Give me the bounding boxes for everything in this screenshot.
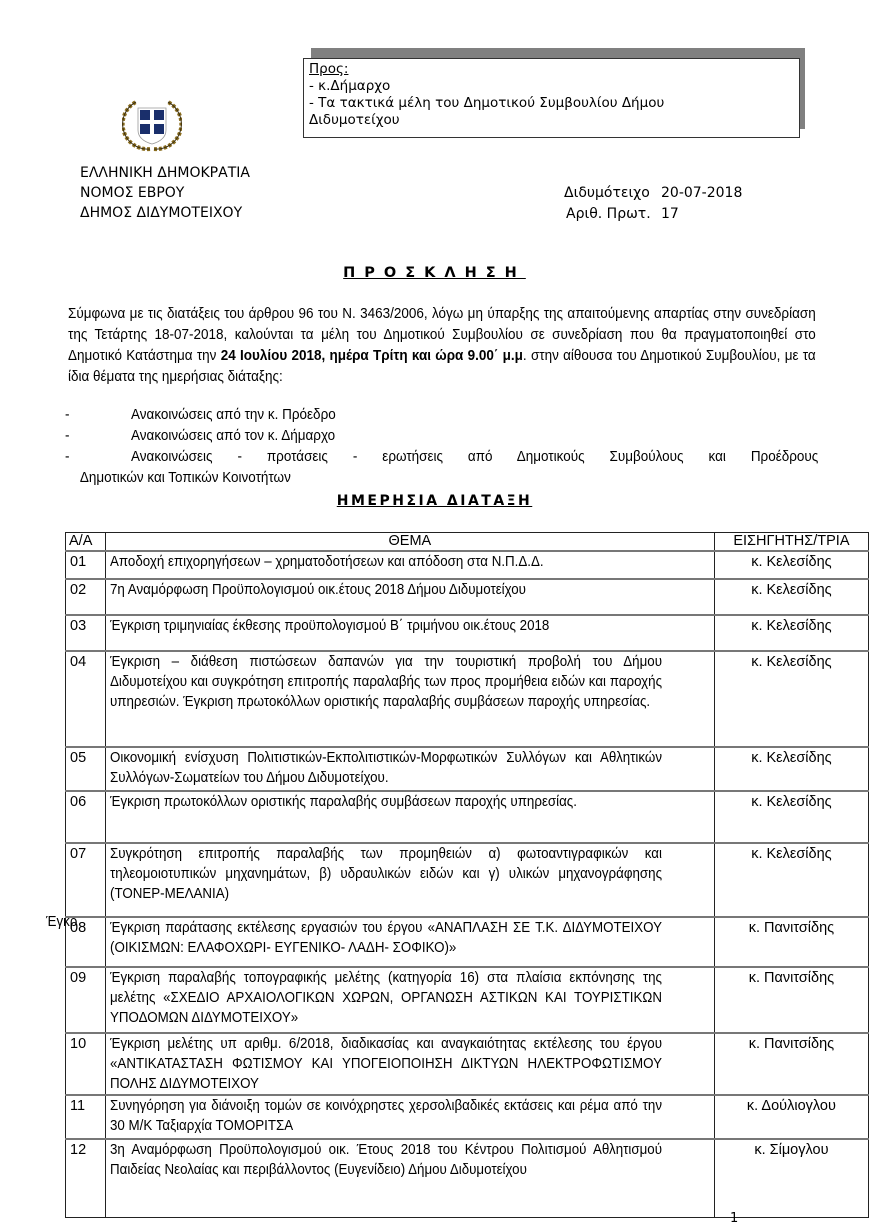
row-rapporteur: κ. Πανιτσίδης [714,917,868,967]
row-subject: 7η Αναμόρφωση Προϋπολογισμού οικ.έτους 2018 Δήμου Διδυμοτείχου [109,582,526,598]
row-number: 02 [66,579,106,615]
row-number: 07 [66,843,106,917]
recipient-box [303,58,800,138]
table-row [66,651,869,747]
row-subject: Συνηγόρηση για διάνοιξη τομών σε κοινόχρηστες χερσολιβαδικές εκτάσεις και ρέμα από την 30 Μ/Κ Ταξιαρχία ΤΟΜΟΡΙΤΣΑ [109,1098,662,1134]
row-subject: Έγκριση μελέτης υπ αριθμ. 6/2018, διαδικασίας και αναγκαιότητας εκτέλεσης του έργου «ΑΝΤΙΚΑΤΑΣΤΑΣΗ ΦΩΤΙΣΜΟΥ ΚΑΙ ΥΠΟΓΕΙΟΠΟΙΗΣΗ ΔΙΚΤΥΩΝ ΗΛΕΚΤΡΟΦΩΤΙΣΜΟΥ ΠΟΛΗΣ ΔΙΔΥΜΟΤΕΙΧΟΥ [109,1036,662,1092]
announcement-item: - Ανακοινώσεις - προτάσεις - ερωτήσεις από Δημοτικούς Συμβούλους και Προέδρους Δημοτικών και Τοπικών Κοινοτήτων [65,449,819,486]
row-number: 10 [66,1033,106,1095]
table-row [66,1033,869,1095]
row-subject: Έγκριση – διάθεση πιστώσεων δαπανών για την τουριστική προβολή του Δήμου Διδυμοτείχου και συγκρότηση επιτροπής παραλαβής των προς προμήθεια ειδών και παροχής υπηρεσιών. Έγκριση πρωτοκόλλων οριστικής παραλαβής συμβάσεων παροχής υπηρεσίας. [109,654,662,710]
agenda-title: ΗΜΕΡΗΣΙΑ ΔΙΑΤΑΞΗ [336,493,533,509]
row-rapporteur: κ. Πανιτσίδης [714,967,868,1033]
table-row [66,615,869,651]
row-subject: Έγκριση τριμηνιαίας έκθεσης προϋπολογισμού Β΄ τριμήνου οικ.έτους 2018 [109,618,550,634]
table-row [66,1095,869,1139]
meeting-datetime: 24 Ιουλίου 2018, ημέρα Τρίτη και ώρα 9.00΄ μ.μ [220,348,523,364]
row-subject-cell [105,651,714,747]
row-subject-cell [105,1095,714,1139]
row-subject-cell [105,1033,714,1095]
row-rapporteur: κ. Κελεσίδης [714,651,868,747]
header-rapporteur: ΕΙΣΗΓΗΤΗΣ/ΤΡΙΑ [714,533,868,552]
row-rapporteur: κ. Κελεσίδης [714,615,868,651]
row-rapporteur: κ. Σίμογλου [714,1139,868,1217]
table-row [66,579,869,615]
recipient-line: - κ.Δήμαρχο [309,78,391,94]
intro-text: Σύμφωνα με τις διατάξεις του άρθρου 96 του Ν. 3463/2006, λόγω μη ύπαρξης της απαιτούμενης απαρτίας στην συνεδρίαση της Τετάρτης 18-07-2018, καλούνται τα μέλη του Δημοτικού Συμβουλίου σε συνεδρίαση που θα πραγματοποιηθεί στο Δημοτικό Κατάστημα την [68,306,816,364]
row-subject: Έγκριση πρωτοκόλλων οριστικής παραλαβής συμβάσεων παροχής υπηρεσίας. [109,794,577,810]
row-subject-cell [105,615,714,651]
row-subject-cell [105,917,714,967]
row-subject-cell [105,579,714,615]
row-number: 06 [66,791,106,843]
document-title: ΠΡΟΣΚΛΗΣΗ [343,265,526,281]
row-number: 11 [66,1095,106,1139]
row-rapporteur: κ. Κελεσίδης [714,791,868,843]
row-rapporteur: κ. Κελεσίδης [714,843,868,917]
row-rapporteur: κ. Πανιτσίδης [714,1033,868,1095]
row-number: 12 [66,1139,106,1217]
document-date: 20-07-2018 [661,185,743,201]
recipient-title: Προς: [309,61,349,77]
row-rapporteur: κ. Δούλιογλου [714,1095,868,1139]
agenda-table [65,532,869,1218]
row-subject: 3η Αναμόρφωση Προϋπολογισμού οικ. Έτους 2018 του Κέντρου Πολιτισμού Αθλητισμού Παιδείας Νεολαίας και περιβάλλοντος (Ευγενίδειο) Δήμου Διδυμοτείχου [109,1142,662,1178]
row-rapporteur: κ. Κελεσίδης [714,747,868,791]
row-number: 09 [66,967,106,1033]
row-subject: Έγκριση παραλαβής τοπογραφικής μελέτης (κατηγορία 16) στα πλαίσια εκπόνησης της μελέτης «ΣΧΕΔΙΟ ΑΡΧΑΙΟΛΟΓΙΚΩΝ ΧΩΡΩΝ, ΟΡΓΑΝΩΣΗ ΑΣΤΙΚΩΝ ΚΑΙ ΤΟΥΡΙΣΤΙΚΩΝ ΥΠΟΔΟΜΩΝ ΔΙΔΥΜΟΤΕΙΧΟΥ» [109,970,662,1026]
row-number: 03 [66,615,106,651]
announcement-list [65,405,818,489]
greek-coat-of-arms-icon [122,94,182,154]
recipient-line: - Τα τακτικά μέλη του Δημοτικού Συμβουλίου Δήμου [309,95,665,111]
row-subject: Αποδοχή επιχορηγήσεων – χρηματοδοτήσεων και απόδοση στα Ν.Π.Δ.Δ. [109,554,544,570]
table-row [66,843,869,917]
row-subject-cell [105,791,714,843]
overflow-text-fragment: Έγκρ [46,914,78,930]
issuer-line: ΕΛΛΗΝΙΚΗ ΔΗΜΟΚΡΑΤΙΑ [80,165,250,181]
row-subject-cell [105,551,714,579]
header-no: Α/Α [66,533,106,552]
intro-text-end: . στην αίθουσα του Δημοτικού Συμβουλίου, με τα ίδια θέματα της ημερήσιας διάταξης: [68,348,816,385]
row-number: 05 [66,747,106,791]
row-subject-cell [105,843,714,917]
page-number: 1 [730,1211,739,1226]
row-subject-cell [105,967,714,1033]
row-subject: Έγκριση παράτασης εκτέλεσης εργασιών του έργου «ΑΝΑΠΛΑΣΗ ΣΕ Τ.Κ. ΔΙΔΥΜΟΤΕΙΧΟΥ (ΟΙΚΙΣΜΩΝ: ΕΛΑΦΟΧΩΡΙ- ΕΥΓΕΝΙΚΟ- ΛΑΔΗ- ΣΟΦΙΚΟ)» [109,920,662,956]
row-number: 04 [66,651,106,747]
table-row [66,917,869,967]
table-header-row [66,533,869,552]
issuer-line: ΝΟΜΟΣ ΕΒΡΟΥ [80,185,185,201]
table-row [66,747,869,791]
row-subject-cell [105,1139,714,1217]
document-meta [564,183,742,225]
table-row [66,791,869,843]
table-row [66,967,869,1033]
row-rapporteur: κ. Κελεσίδης [714,551,868,579]
announcement-item: - Ανακοινώσεις από τον κ. Δήμαρχο [65,428,336,444]
intro-paragraph [68,304,816,388]
protocol-number: 17 [661,206,679,222]
recipient-line: Διδυμοτείχου [309,112,400,128]
row-subject: Οικονομική ενίσχυση Πολιτιστικών-Εκπολιτιστικών-Μορφωτικών Συλλόγων και Αθλητικών Συλλόγων-Σωματείων του Δήμου Διδυμοτείχου. [109,750,662,786]
place-label: Διδυμότειχο [564,185,650,201]
row-number: 08 [66,917,106,967]
issuer-block [80,163,250,223]
issuer-line: ΔΗΜΟΣ ΔΙΔΥΜΟΤΕΙΧΟΥ [80,205,243,221]
row-number: 01 [66,551,106,579]
table-row [66,1139,869,1217]
table-row [66,551,869,579]
row-rapporteur: κ. Κελεσίδης [714,579,868,615]
row-subject-cell [105,747,714,791]
header-subject: ΘΕΜΑ [105,533,714,552]
row-subject: Συγκρότηση επιτροπής παραλαβής των προμηθειών α) φωτοαντιγραφικών και τηλεομοιοτυπικών μηχανημάτων, β) υδραυλικών ειδών και γ) υλικών μηχανογράφησης (ΤΟΝΕΡ-ΜΕΛΑΝΙΑ) [109,846,662,902]
announcement-item: - Ανακοινώσεις από την κ. Πρόεδρο [65,407,336,423]
protocol-label: Αριθ. Πρωτ. [566,206,651,222]
